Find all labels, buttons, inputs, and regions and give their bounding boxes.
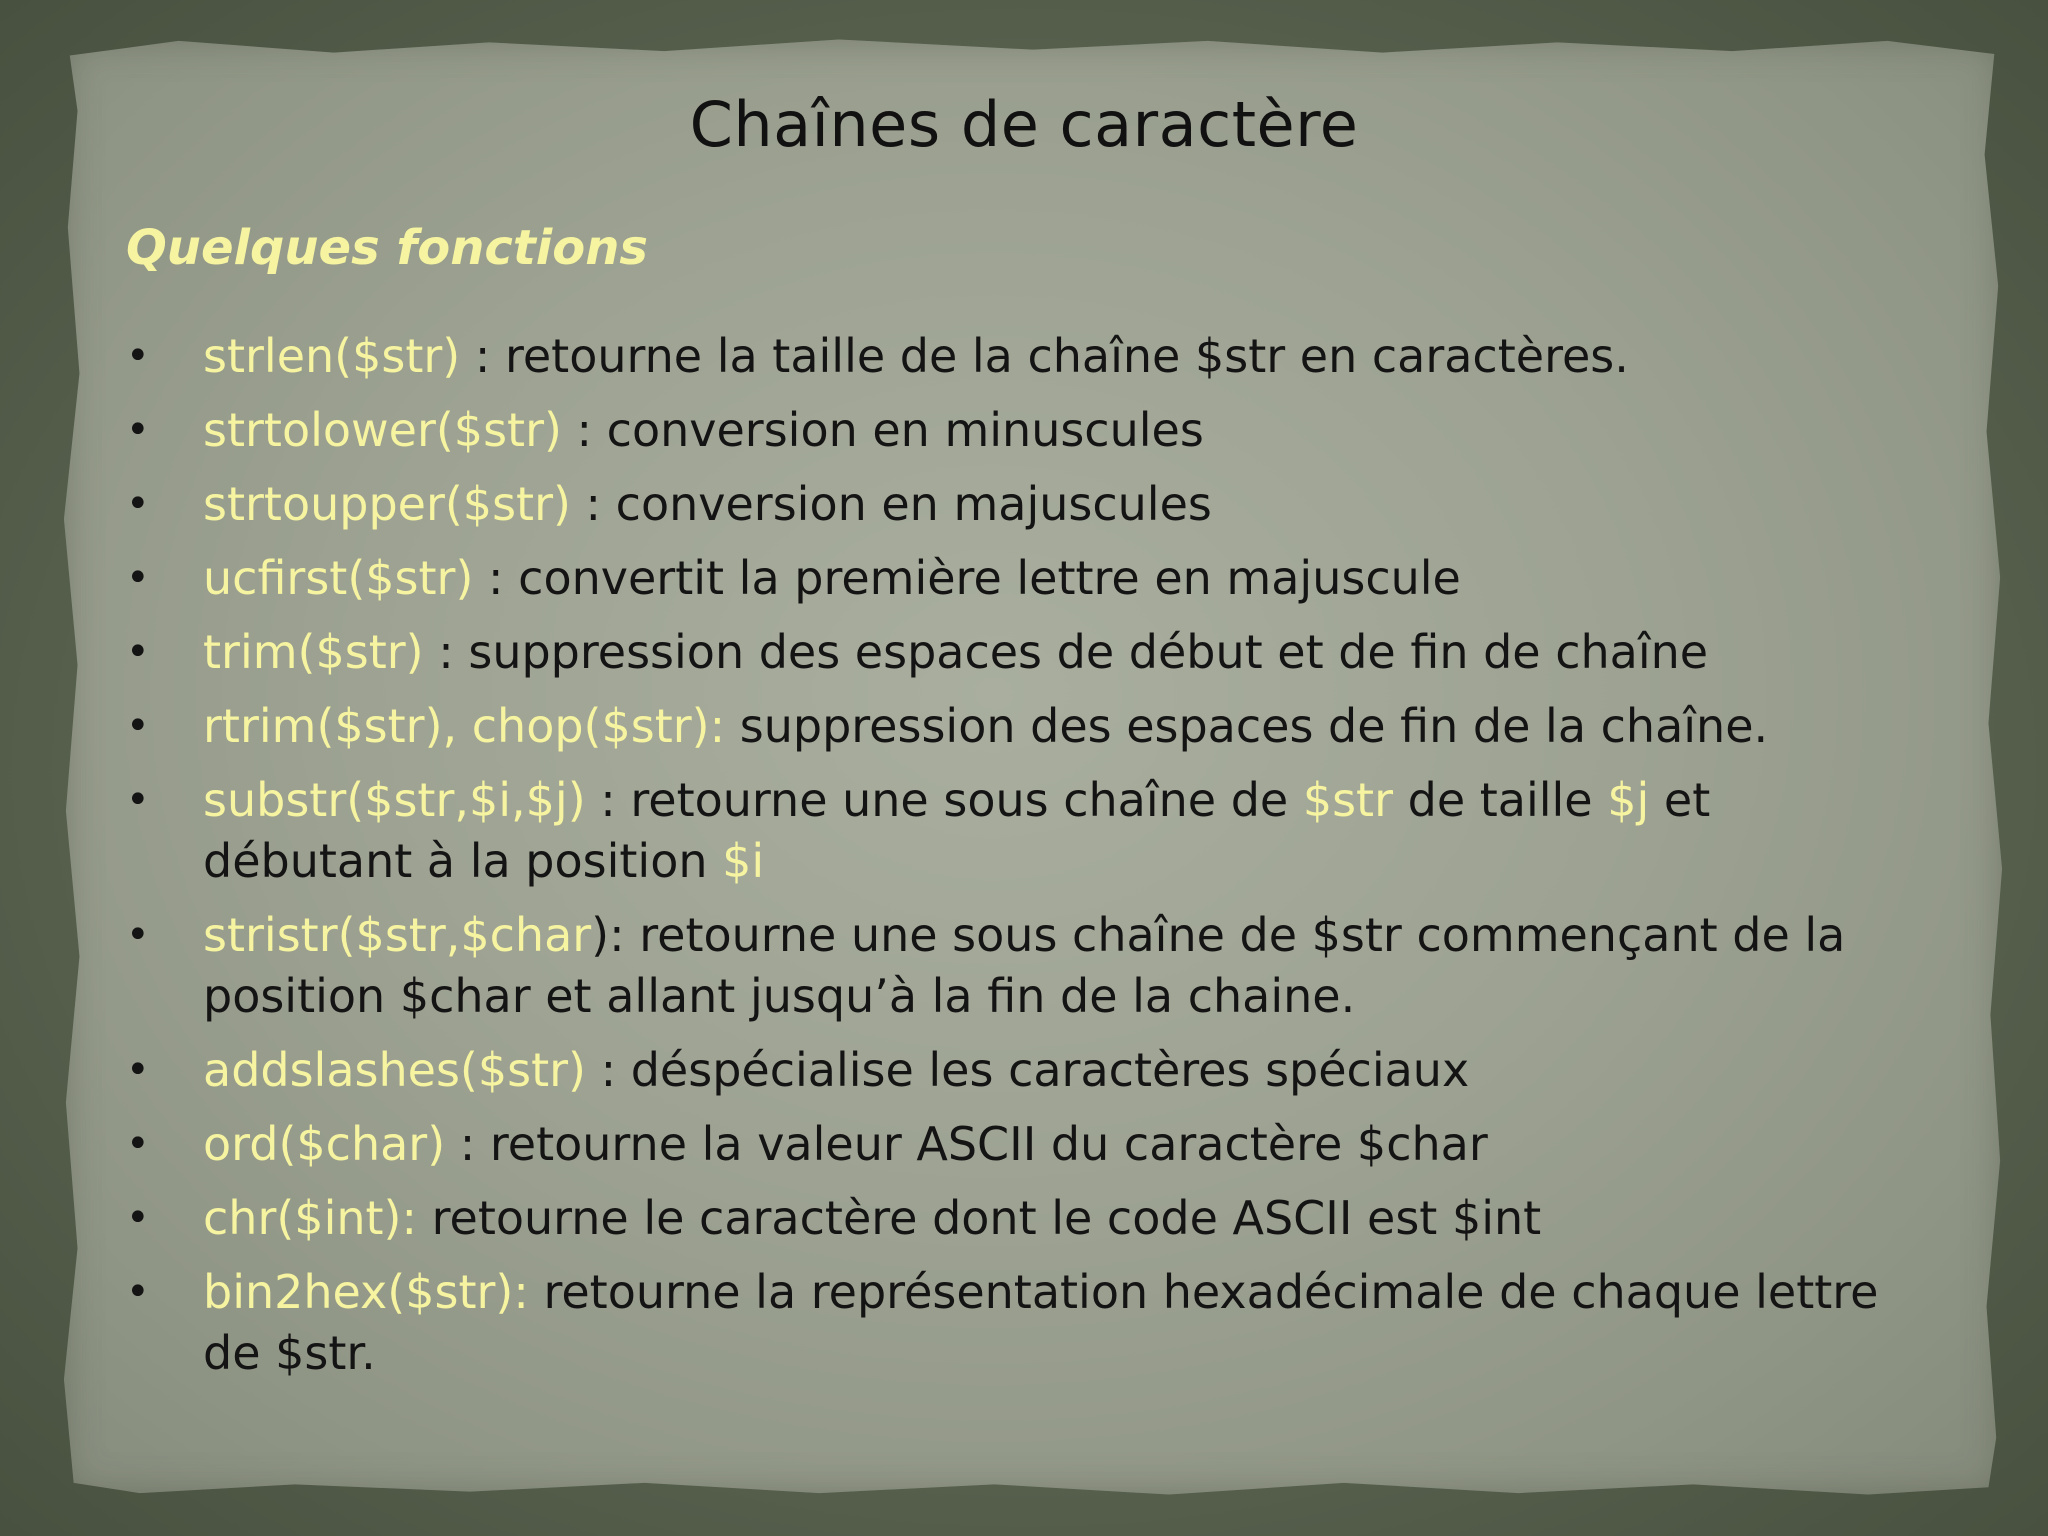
highlighted-variable: $j bbox=[1607, 773, 1650, 827]
function-list bbox=[126, 326, 1926, 1397]
function-name: ord($char) bbox=[203, 1117, 446, 1171]
bullet-icon: • bbox=[126, 703, 150, 749]
slide-subtitle: Quelques fonctions bbox=[126, 220, 648, 276]
function-name: strlen($str) bbox=[203, 329, 461, 383]
function-description: : retourne la valeur ASCII du caractère $char bbox=[445, 1117, 1488, 1171]
bullet-icon: • bbox=[126, 333, 150, 379]
bullet-icon: • bbox=[126, 629, 150, 675]
highlighted-variable: $str bbox=[1302, 773, 1393, 827]
list-item bbox=[126, 400, 1926, 461]
bullet-icon: • bbox=[126, 912, 150, 958]
function-description: retourne le caractère dont le code ASCII est $int bbox=[417, 1191, 1542, 1245]
bullet-icon: • bbox=[126, 407, 150, 453]
list-item bbox=[126, 548, 1926, 609]
highlighted-variable: $i bbox=[722, 834, 765, 888]
function-description: : déspécialise les caractères spéciaux bbox=[585, 1043, 1470, 1097]
list-item bbox=[126, 905, 1926, 1027]
bullet-icon: • bbox=[126, 1269, 150, 1315]
list-item bbox=[126, 770, 1926, 892]
function-name: ucfirst($str) bbox=[203, 551, 474, 605]
bullet-icon: • bbox=[126, 777, 150, 823]
function-name: rtrim($str), chop($str): bbox=[203, 699, 726, 753]
list-item bbox=[126, 326, 1926, 387]
slide-title: Chaînes de caractère bbox=[689, 88, 1359, 161]
bullet-icon: • bbox=[126, 481, 150, 527]
list-item bbox=[126, 696, 1926, 757]
function-description: : conversion en minuscules bbox=[561, 403, 1204, 457]
list-item bbox=[126, 1188, 1926, 1249]
list-item bbox=[126, 1040, 1926, 1101]
function-description: et débutant à la position bbox=[203, 773, 1711, 888]
function-description: ): retourne une sous chaîne de $str commençant de la position $char et allant jusqu’à la fin de la chaine. bbox=[203, 908, 1846, 1023]
bullet-icon: • bbox=[126, 1047, 150, 1093]
function-name: strtolower($str) bbox=[203, 403, 562, 457]
function-description: retourne la représentation hexadécimale de chaque lettre de $str. bbox=[203, 1265, 1879, 1380]
function-name: strtoupper($str) bbox=[203, 477, 571, 531]
function-description: de taille bbox=[1393, 773, 1608, 827]
function-description: : conversion en majuscules bbox=[570, 477, 1212, 531]
function-description: suppression des espaces de fin de la chaîne. bbox=[725, 699, 1769, 753]
function-name: stristr($str,$char bbox=[203, 908, 592, 962]
function-name: trim($str) bbox=[203, 625, 424, 679]
function-name: chr($int): bbox=[203, 1191, 417, 1245]
list-item bbox=[126, 1262, 1926, 1384]
list-item bbox=[126, 474, 1926, 535]
function-description: : convertit la première lettre en majuscule bbox=[473, 551, 1461, 605]
list-item bbox=[126, 622, 1926, 683]
function-description: : retourne une sous chaîne de bbox=[585, 773, 1303, 827]
function-description: : suppression des espaces de début et de fin de chaîne bbox=[423, 625, 1709, 679]
function-name: bin2hex($str): bbox=[203, 1265, 529, 1319]
bullet-icon: • bbox=[126, 555, 150, 601]
function-name: addslashes($str) bbox=[203, 1043, 586, 1097]
bullet-icon: • bbox=[126, 1121, 150, 1167]
function-description: : retourne la taille de la chaîne $str en caractères. bbox=[460, 329, 1629, 383]
function-name: substr($str,$i,$j) bbox=[203, 773, 586, 827]
list-item bbox=[126, 1114, 1926, 1175]
bullet-icon: • bbox=[126, 1195, 150, 1241]
